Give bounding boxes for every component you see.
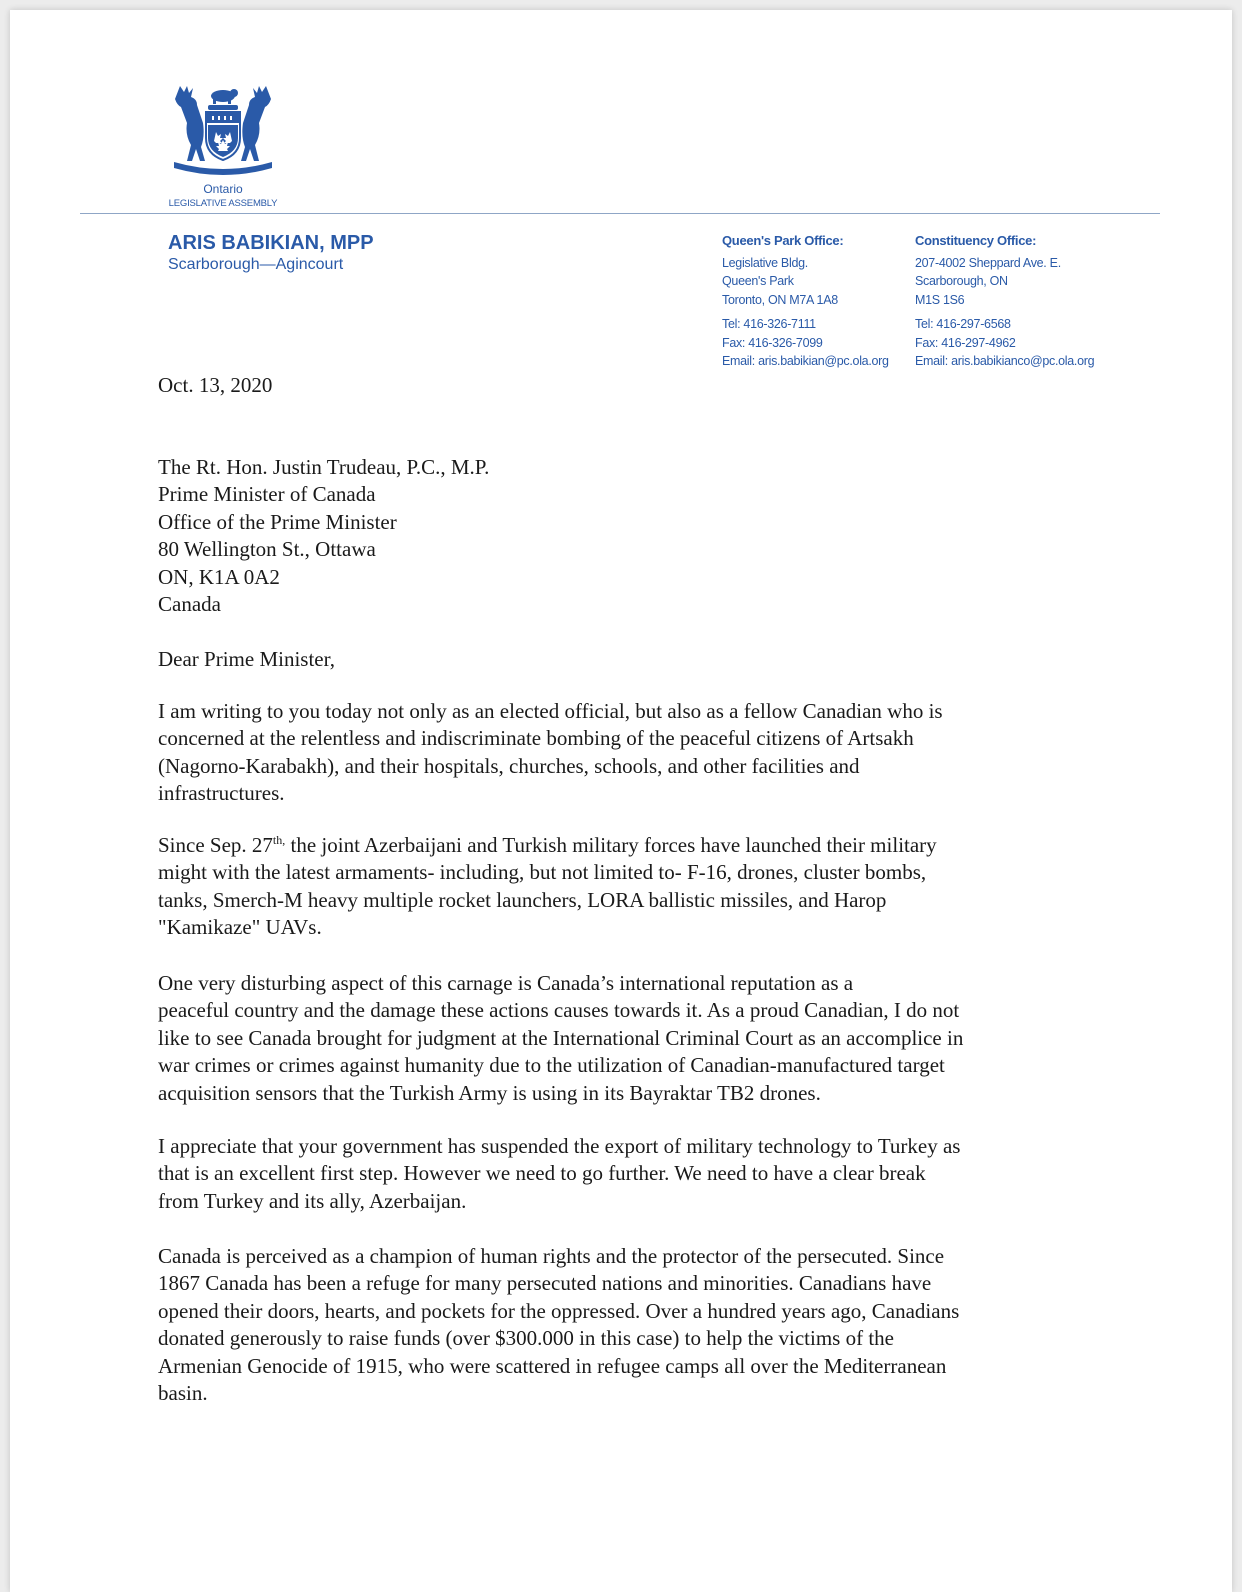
paragraph-line: opened their doors, hearts, and pockets for the oppressed. Over a hundred years ago, Canadians xyxy=(158,1298,960,1323)
recipient-line: 80 Wellington St., Ottawa xyxy=(158,537,376,562)
constituency-heading: Constituency Office: xyxy=(915,233,1037,248)
crest-ontario-text: Ontario xyxy=(203,182,243,196)
mpp-name: ARIS BABIKIAN, MPP xyxy=(168,232,374,254)
paragraph-line: tanks, Smerch-M heavy multiple rocket launchers, LORA ballistic missiles, and Harop xyxy=(158,887,887,912)
paragraph-line: peaceful country and the damage these actions causes towards it. As a proud Canadian, I do not xyxy=(158,998,960,1023)
date-text: Since Sep. 27 xyxy=(158,833,273,857)
paragraph-line: Armenian Genocide of 1915, who were scattered in refugee camps all over the Mediterranean xyxy=(158,1353,947,1378)
recipient-line: Canada xyxy=(158,592,221,617)
queens-park-line: Legislative Bldg. xyxy=(722,255,808,270)
paragraph-line: like to see Canada brought for judgment at the International Criminal Court as an accomplice in xyxy=(158,1025,964,1050)
paragraph-2 xyxy=(158,832,1078,942)
constituency-email: Email: aris.babikianco@pc.ola.org xyxy=(915,354,1095,368)
constituency-line: Scarborough, ON xyxy=(915,274,1008,288)
queens-park-office xyxy=(722,232,889,371)
letterhead-divider xyxy=(80,213,1160,214)
coat-of-arms-logo xyxy=(168,84,278,218)
recipient-line: Prime Minister of Canada xyxy=(158,482,376,507)
constituency-office xyxy=(915,232,1094,371)
paragraph-line: donated generously to raise funds (over $300.000 in this case) to help the victims of the xyxy=(158,1326,894,1351)
queens-park-line: Queen's Park xyxy=(722,274,794,288)
paragraph-line: I am writing to you today not only as an elected official, but also as a fellow Canadian who is xyxy=(158,699,943,723)
salutation: Dear Prime Minister, xyxy=(158,647,336,671)
letter-page xyxy=(10,10,1232,1592)
recipient-line: The Rt. Hon. Justin Trudeau, P.C., M.P. xyxy=(158,455,490,479)
queens-park-fax: Fax: 416-326-7099 xyxy=(722,335,823,350)
paragraph-line: that is an excellent first step. However we need to go further. We need to have a clear break xyxy=(158,1161,926,1186)
paragraph-line: war crimes or crimes against humanity due to the utilization of Canadian-manufactured target xyxy=(158,1053,945,1078)
constituency-fax: Fax: 416-297-4962 xyxy=(915,335,1016,350)
paragraph-3 xyxy=(158,970,1078,1107)
queens-park-heading: Queen's Park Office: xyxy=(722,233,844,248)
constituency-line: M1S 1S6 xyxy=(915,292,965,307)
paragraph-line: might with the latest armaments- including, but not limited to- F-16, drones, cluster bombs, xyxy=(158,860,927,885)
paragraph-line: One very disturbing aspect of this carnage is Canada’s international reputation as a xyxy=(158,971,854,995)
crest-assembly-text: LEGISLATIVE ASSEMBLY xyxy=(168,198,278,209)
paragraph-line xyxy=(158,832,1078,859)
letter-date: Oct. 13, 2020 xyxy=(158,373,273,397)
paragraph-line: concerned at the relentless and indiscriminate bombing of the peaceful citizens of Artsakh xyxy=(158,726,914,751)
queens-park-tel: Tel: 416-326-7111 xyxy=(722,317,816,331)
ontario-crest-icon xyxy=(168,84,278,182)
line-text: the joint Azerbaijani and Turkish military forces have launched their military xyxy=(285,833,937,857)
recipient-address xyxy=(158,454,1078,618)
paragraph-5 xyxy=(158,1243,1078,1407)
recipient-line: ON, K1A 0A2 xyxy=(158,564,280,589)
paragraph-line: I appreciate that your government has suspended the export of military technology to Turkey as xyxy=(158,1134,961,1158)
recipient-line: Office of the Prime Minister xyxy=(158,509,397,534)
paragraph-line: infrastructures. xyxy=(158,781,285,806)
paragraph-line: basin. xyxy=(158,1381,208,1406)
mpp-riding: Scarborough—Agincourt xyxy=(168,256,344,273)
paragraph-line: "Kamikaze" UAVs. xyxy=(158,915,322,940)
constituency-line: 207-4002 Sheppard Ave. E. xyxy=(915,255,1061,270)
queens-park-line: Toronto, ON M7A 1A8 xyxy=(722,292,838,307)
ordinal-suffix: th, xyxy=(272,833,286,847)
paragraph-4 xyxy=(158,1133,1078,1215)
paragraph-1 xyxy=(158,698,1078,808)
queens-park-email: Email: aris.babikian@pc.ola.org xyxy=(722,354,889,368)
paragraph-line: (Nagorno-Karabakh), and their hospitals, churches, schools, and other facilities and xyxy=(158,753,860,778)
constituency-tel: Tel: 416-297-6568 xyxy=(915,317,1011,331)
paragraph-line: Canada is perceived as a champion of human rights and the protector of the persecuted. Since xyxy=(158,1244,945,1268)
paragraph-line: 1867 Canada has been a refuge for many persecuted nations and minorities. Canadians have xyxy=(158,1271,932,1296)
paragraph-line: acquisition sensors that the Turkish Army is using in its Bayraktar TB2 drones. xyxy=(158,1080,821,1105)
paragraph-line: from Turkey and its ally, Azerbaijan. xyxy=(158,1188,467,1213)
